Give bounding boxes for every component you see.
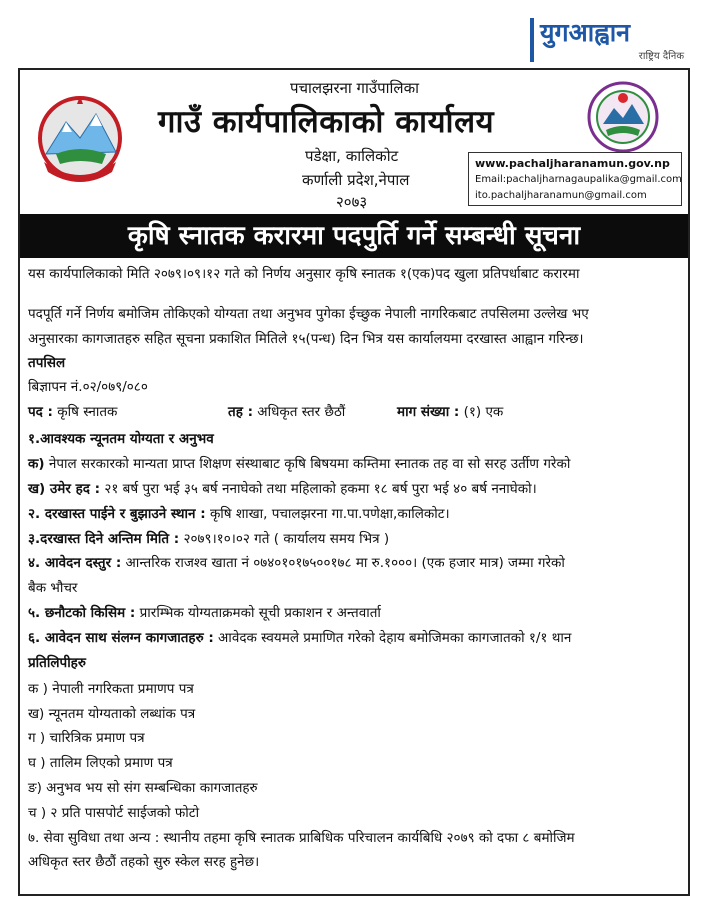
section-1-a-label: क) [28, 456, 45, 472]
notice-number: बिज्ञापन नं.०२/०७९/०८० [28, 379, 148, 395]
section-6-text: आवेदक स्वयमले प्रमाणित गरेको देहाय बमोजिमका कागजातको १/१ थान [218, 630, 572, 646]
demand-row [397, 403, 503, 421]
contact-box [468, 152, 682, 206]
doc-item-2: ख) न्यूनतम योग्यताको लब्धांक पत्र [28, 706, 196, 722]
address-line-1: पडेक्षा, कालिकोट [305, 147, 399, 165]
email-secondary[interactable]: ito.pachaljharanamun@gmail.com [475, 190, 647, 201]
nepal-emblem-icon [36, 92, 124, 186]
newspaper-masthead [530, 18, 688, 62]
doc-item-4: घ ) तालिम लिएको प्रमाण पत्र [28, 755, 173, 771]
doc-item-3: ग ) चारित्रिक प्रमाण पत्र [28, 730, 145, 746]
doc-item-1: क ) नेपाली नगरिकता प्रमाणप पत्र [28, 681, 194, 697]
email-primary[interactable]: Email:pachaljharnagaupalika@gmail.com [475, 174, 682, 185]
section-4-text: आन्तरिक राजश्व खाता नं ०७४०१०१७५००१७८ मा रु.१०००। (एक हजार मात्र) जम्मा गरेको [125, 555, 565, 571]
office-title: गाउँ कार्यपालिकाको कार्यालय [158, 104, 495, 140]
level-label: तह : [228, 404, 253, 420]
intro-line-1: यस कार्यपालिकाको मिति २०७९।०९।१२ गते को निर्णय अनुसार कृषि स्नातक १(एक)पद खुला प्रतिपर्धाबाट करारमा [28, 266, 580, 282]
masthead-accent-bar [530, 18, 534, 62]
notice-title-banner: कृषि स्नातक करारमा पदपुर्ति गर्ने सम्बन्धी सूचना [20, 214, 688, 258]
section-1-heading: १.आवश्यक न्यूनतम योग्यता र अनुभव [28, 431, 214, 447]
municipality-logo-icon [586, 80, 660, 154]
section-1-b-text: २१ बर्ष पुरा भई ३५ बर्ष ननाघेको तथा महिलाको हकमा १८ बर्ष पुरा भई ४० बर्ष ननाघेको। [104, 481, 537, 497]
section-2 [28, 505, 450, 523]
level-row [228, 403, 345, 421]
section-3-label: ३.दरखास्त दिने अन्तिम मिति : [28, 531, 180, 547]
intro-line-3: अनुसारका कागजातहरु सहित सूचना प्रकाशित मितिले १५(पन्ध) दिन भित्र यस कार्यालयमा दरखास्त आह्वान गरिन्छ। [28, 331, 584, 347]
level-value: अधिकृत स्तर छैठौं [257, 404, 346, 420]
section-2-label: २. दरखास्त पाईने र बुझाउने स्थान : [28, 506, 206, 522]
section-1-a [28, 455, 570, 473]
section-5 [28, 604, 381, 622]
section-7-line-2: अधिकृत स्तर छैठौं तहको सुरु स्केल सरह हुनेछ। [28, 854, 260, 870]
section-3 [28, 530, 389, 548]
established-year: २०७३ [336, 193, 368, 211]
section-7-line-1: ७. सेवा सुविधा तथा अन्य : स्थानीय तहमा कृषि स्नातक प्राबिधिक परिचालन कार्यबिधि २०७९ को दफा ८ बमोजिम [28, 830, 575, 846]
section-1-b-label: ख) उमेर हद : [28, 481, 101, 497]
municipality-name: पचालझरना गाउँपालिका [290, 79, 419, 97]
post-value: कृषि स्नातक [57, 404, 118, 420]
post-label: पद : [28, 404, 53, 420]
demand-value: (१) एक [463, 404, 504, 420]
masthead-tagline: राष्ट्रिय दैनिक [638, 51, 684, 62]
doc-item-6: च ) २ प्रति पासपोर्ट साईजको फोटो [28, 805, 200, 821]
section-6-continued: प्रतिलिपीहरु [28, 655, 86, 671]
post-row [28, 403, 117, 421]
masthead-name: युगआह्वान [540, 18, 631, 47]
section-3-text: २०७९।१०।०२ गते ( कार्यालय समय भित्र ) [183, 531, 390, 547]
section-6 [28, 629, 571, 647]
intro-line-2: पदपूर्ति गर्ने निर्णय बमोजिम तोकिएको योग्यता तथा अनुभव पुगेका ईच्छुक नेपाली नागरिकबाट तपसिलमा उल्लेख भए [28, 306, 589, 322]
section-1-a-text: नेपाल सरकारको मान्यता प्राप्त शिक्षण संस्थाबाट कृषि बिषयमा कम्तिमा स्नातक तह वा सो सरह उर्तीण गरेको [48, 456, 571, 472]
doc-item-5: ङ) अनुभव भय सो संग सम्बन्धिका कागजातहरु [28, 780, 258, 796]
section-2-text: कृषि शाखा, पचालझरना गा.पा.पणेक्षा,कालिकोट। [209, 506, 450, 522]
section-5-text: प्रारम्भिक योग्यताक्रमको सूची प्रकाशन र अन्तवार्ता [139, 605, 381, 621]
section-1-b [28, 480, 537, 498]
tapsil-heading: तपसिल [28, 355, 66, 371]
section-6-label: ६. आवेदन साथ संलग्न कागजातहरु : [28, 630, 214, 646]
demand-label: माग संख्या : [397, 404, 460, 420]
section-4-continued: बैक भौचर [28, 580, 78, 596]
address-line-2: कर्णाली प्रदेश,नेपाल [302, 171, 410, 189]
section-4-label: ४. आवेदन दस्तुर : [28, 555, 122, 571]
website-link[interactable]: www.pachaljharanamun.gov.np [475, 157, 670, 170]
section-4 [28, 554, 565, 572]
section-5-label: ५. छनौटको किसिम : [28, 605, 136, 621]
